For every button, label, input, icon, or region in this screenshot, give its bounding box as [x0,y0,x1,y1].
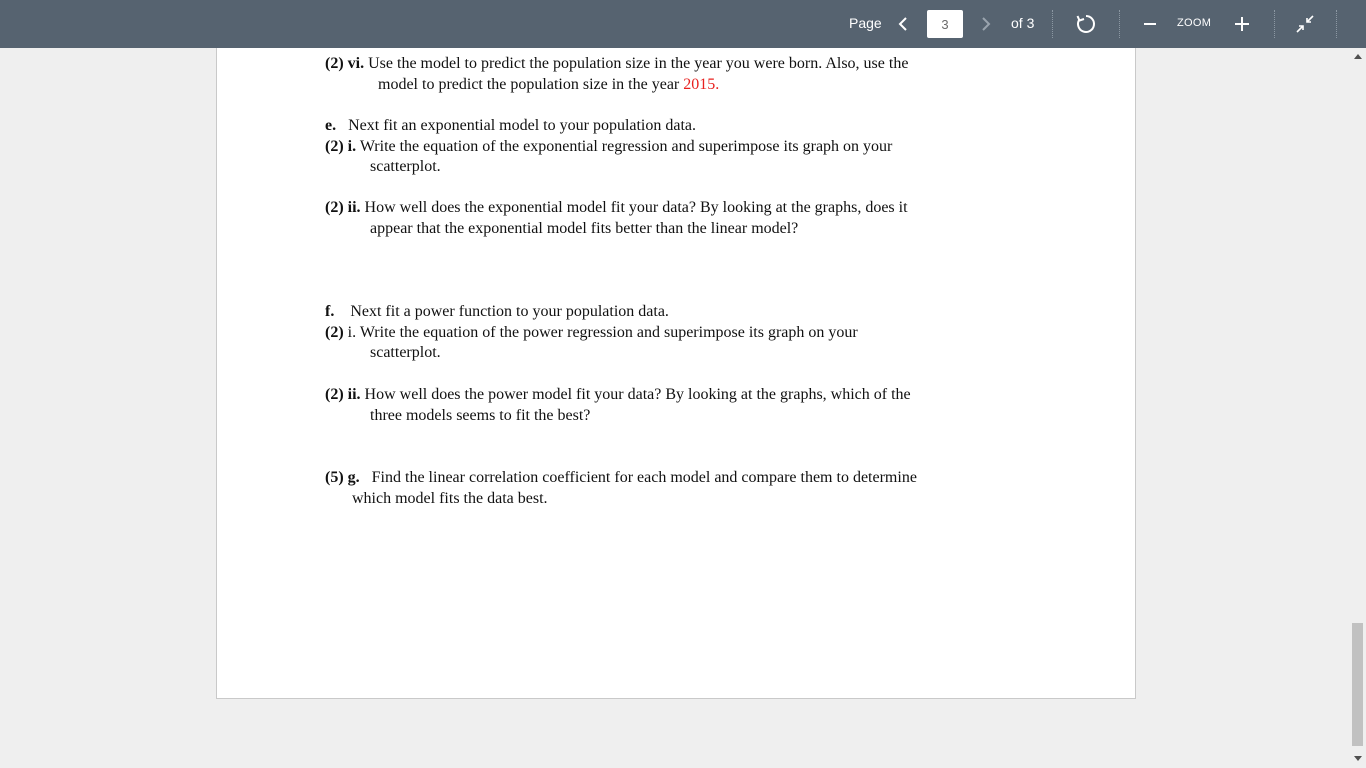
points: (2) [325,55,344,72]
points: (2) [325,137,344,155]
page-number-input[interactable] [927,10,963,38]
collapse-button[interactable] [1290,9,1320,39]
question-text: Write the equation of the power regression and superimpose its graph on your [359,323,858,341]
prev-page-button[interactable] [888,9,918,39]
toolbar-divider [1274,10,1275,38]
page-count-label: of 3 [1011,15,1035,31]
points: (2) [325,386,344,403]
question-marker: e. [325,117,337,134]
next-page-button[interactable] [971,9,1001,39]
minus-icon [1142,16,1158,32]
question-marker: i. [347,137,357,155]
chevron-right-icon [980,16,992,32]
points: (5) [325,469,344,486]
collapse-icon [1296,15,1314,33]
points: (2) [325,323,344,341]
question-text: Find the linear correlation coefficient for each model and compare them to determine [371,469,917,486]
question-marker: i. [347,323,357,341]
question-vi [325,54,908,95]
question-text: which model fits the data best. [352,489,548,507]
scroll-thumb[interactable] [1352,623,1363,746]
question-f-ii [325,385,911,426]
question-f [325,302,858,364]
question-text: scatterplot. [370,158,441,175]
points: (2) [325,199,344,216]
question-e-ii [325,198,908,239]
toolbar-divider [1336,10,1337,38]
scroll-down-arrow[interactable] [1354,756,1362,761]
question-text: scatterplot. [370,344,441,361]
question-marker: g. [347,469,360,486]
question-text: Use the model to predict the population size in the year you were born. Also, use the [368,55,909,72]
question-text: Write the equation of the exponential regression and superimpose its graph on your [359,137,893,155]
question-text: Next fit a power function to your population data. [350,303,669,320]
scroll-up-arrow[interactable] [1354,54,1362,59]
chevron-left-icon [897,16,909,32]
plus-icon [1233,15,1251,33]
vertical-scrollbar[interactable] [1350,48,1366,768]
question-marker: f. [325,303,335,320]
question-text: three models seems to fit the best? [370,406,591,424]
question-text: appear that the exponential model fits better than the linear model? [370,219,799,237]
zoom-in-button[interactable] [1227,9,1257,39]
rotate-icon [1075,13,1097,35]
question-text: How well does the power model fit your data? By looking at the graphs, which of the [364,386,911,403]
zoom-out-button[interactable] [1135,9,1165,39]
toolbar-divider [1119,10,1120,38]
question-text: model to predict the population size in the year [378,75,684,93]
question-text: How well does the exponential model fit your data? By looking at the graphs, does it [364,199,908,216]
question-g [325,468,917,509]
pdf-toolbar [0,0,1366,48]
page-label: Page [849,15,882,31]
highlighted-year: 2015. [683,75,720,93]
zoom-label: ZOOM [1177,17,1212,29]
question-text: Next fit an exponential model to your population data. [348,117,697,134]
question-marker: ii. [347,199,361,216]
question-marker: ii. [347,386,361,403]
toolbar-divider [1052,10,1053,38]
question-marker: vi. [347,55,365,72]
rotate-button[interactable] [1071,9,1101,39]
question-e [325,116,892,178]
